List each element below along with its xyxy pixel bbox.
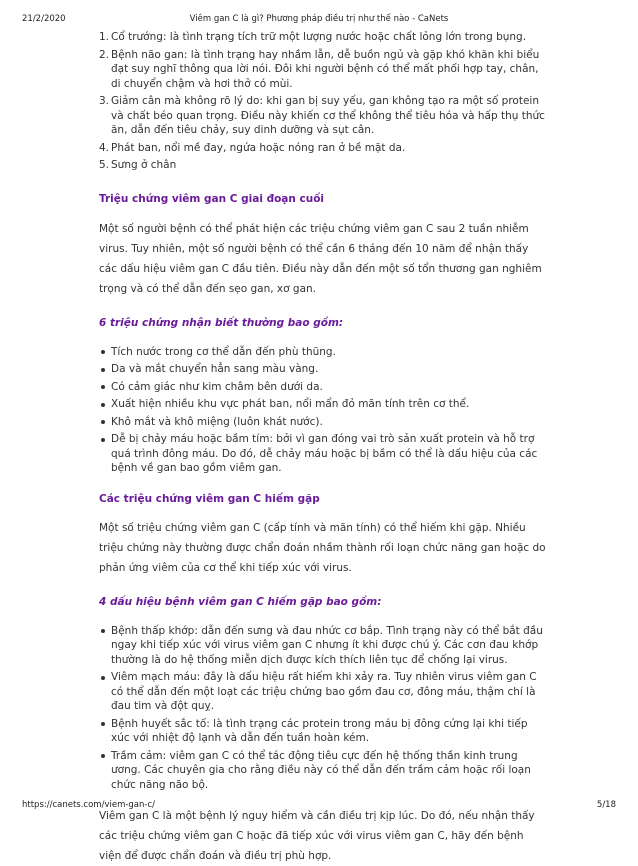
late-stage-bullet-list [99,345,549,476]
page-url: https://canets.com/viem-gan-c/ [22,800,156,810]
late-stage-paragraph: Một số người bệnh có thể phát hiện các triệu chứng viêm gan C sau 2 tuần nhiễm virus. Tuy nhiên, một số người bệnh có thể cần 6 tháng đến 10 năm để nhận thấy các dấu hiệu viêm gan C đầu tiên. Điều này dẫn đến một số tổn thương gan nghiêm trọng và có thể dẫn đến sẹo gan, xơ gan. [99,222,542,295]
symptom-numbered-list [99,30,549,173]
list-number: 1. [99,31,110,43]
list-item-text: Giảm cân mà không rõ lý do: khi gan bị suy yếu, gan không tạo ra một số protein và chất béo quan trọng. Điều này khiến cơ thể không thể tiêu hóa và hấp thụ thức ăn, dẫn đến tiêu chảy, suy dinh dưỡng và sụt cân. [111,95,545,136]
rare-heading: Các triệu chứng viêm gan C hiếm gặp [99,492,320,505]
list-item-text: Phát ban, nổi mề đay, ngứa hoặc nóng ran ở bề mặt da. [111,141,406,154]
page-number: 5/18 [596,800,616,810]
list-item: Dễ bị chảy máu hoặc bầm tím: bởi vì gan đóng vai trò sản xuất protein và hỗ trợ quá trình đông máu. Do đó, dễ chảy máu hoặc bị bầm có thể là dấu hiệu của các bệnh về gan bao gồm viêm gan. [111,432,549,476]
rare-paragraph: Một số triệu chứng viêm gan C (cấp tính và mãn tính) có thể hiếm khi gặp. Nhiều triệu chứng này thường được chẩn đoán nhầm thành rối loạn chức năng gan hoặc do phản ứng viêm của cơ thể khi tiếp xúc với virus. [99,521,546,574]
list-item [99,141,549,156]
list-item: Viêm mạch máu: đây là dấu hiệu rất hiếm khi xảy ra. Tuy nhiên virus viêm gan C có thể dẫn đến một loạt các triệu chứng bao gồm đau cơ, đông máu, thậm chí là đau tim và đột quỵ. [111,670,549,714]
list-item-text: Bệnh não gan: là tình trạng hay nhầm lẫn, dễ buồn ngủ và gặp khó khăn khi biểu đạt suy nghĩ thông qua lời nói. Đôi khi người bệnh có thể mất phối hợp tay, chân, di chuyển chậm và hơi thở có mùi. [111,48,540,90]
list-item: Bệnh huyết sắc tố: là tình trạng các protein trong máu bị đông cứng lại khi tiếp xúc với nhiệt độ lạnh và dẫn đến tuần hoàn kém. [111,717,549,746]
list-item-text: Sưng ở chân [111,159,177,171]
closing-paragraph: Viêm gan C là một bệnh lý nguy hiểm và cần điều trị kịp lúc. Do đó, nếu nhận thấy các triệu chứng viêm gan C hoặc đã tiếp xúc với virus viêm gan C, hãy đến bệnh viện để được chẩn đoán và điều trị phù hợp. [99,810,535,862]
list-item [99,158,549,173]
list-item-text: Cổ trướng: là tình trạng tích trữ một lượng nước hoặc chất lỏng lớn trong bụng. [111,31,527,43]
list-number: 3. [99,95,110,107]
print-date: 21/2/2020 [22,14,66,24]
list-number: 2. [99,48,110,61]
list-item [99,30,549,45]
list-item: Bệnh thấp khớp: dẫn đến sưng và đau nhức cơ bắp. Tình trạng này có thể bắt đầu ngay khi tiếp xúc với virus viêm gan C nhưng ít khi được chú ý. Các cơn đau khớp thường là do hệ thống miễn dịch được kích thích liên tục để chống lại virus. [111,624,549,668]
late-stage-heading: Triệu chứng viêm gan C giai đoạn cuối [99,192,325,205]
list-item: Xuất hiện nhiều khu vực phát ban, nổi mẩn đỏ mãn tính trên cơ thể. [111,397,549,412]
rare-bullet-list [99,624,549,793]
list-item: Trầm cảm: viêm gan C có thể tác động tiêu cực đến hệ thống thần kinh trung ương. Các chuyên gia cho rằng điều này có thể dẫn đến trầm cảm hoặc rối loạn chức năng não bộ. [111,749,549,793]
list-item: Khô mắt và khô miệng (luôn khát nước). [111,415,549,430]
list-number: 4. [99,141,110,154]
list-item [99,48,549,92]
rare-subheading: 4 dấu hiệu bệnh viêm gan C hiếm gặp bao gồm: [99,595,382,608]
late-stage-subheading: 6 triệu chứng nhận biết thường bao gồm: [99,316,344,329]
list-item [99,94,549,138]
list-item: Da và mắt chuyển hẳn sang màu vàng. [111,362,549,377]
list-item: Có cảm giác như kim châm bên dưới da. [111,380,549,395]
list-item: Tích nước trong cơ thể dẫn đến phù thũng. [111,345,549,360]
document-title: Viêm gan C là gì? Phương pháp điều trị như thế nào - CaNets [189,14,449,24]
article-content [99,30,549,866]
list-number: 5. [99,159,110,171]
